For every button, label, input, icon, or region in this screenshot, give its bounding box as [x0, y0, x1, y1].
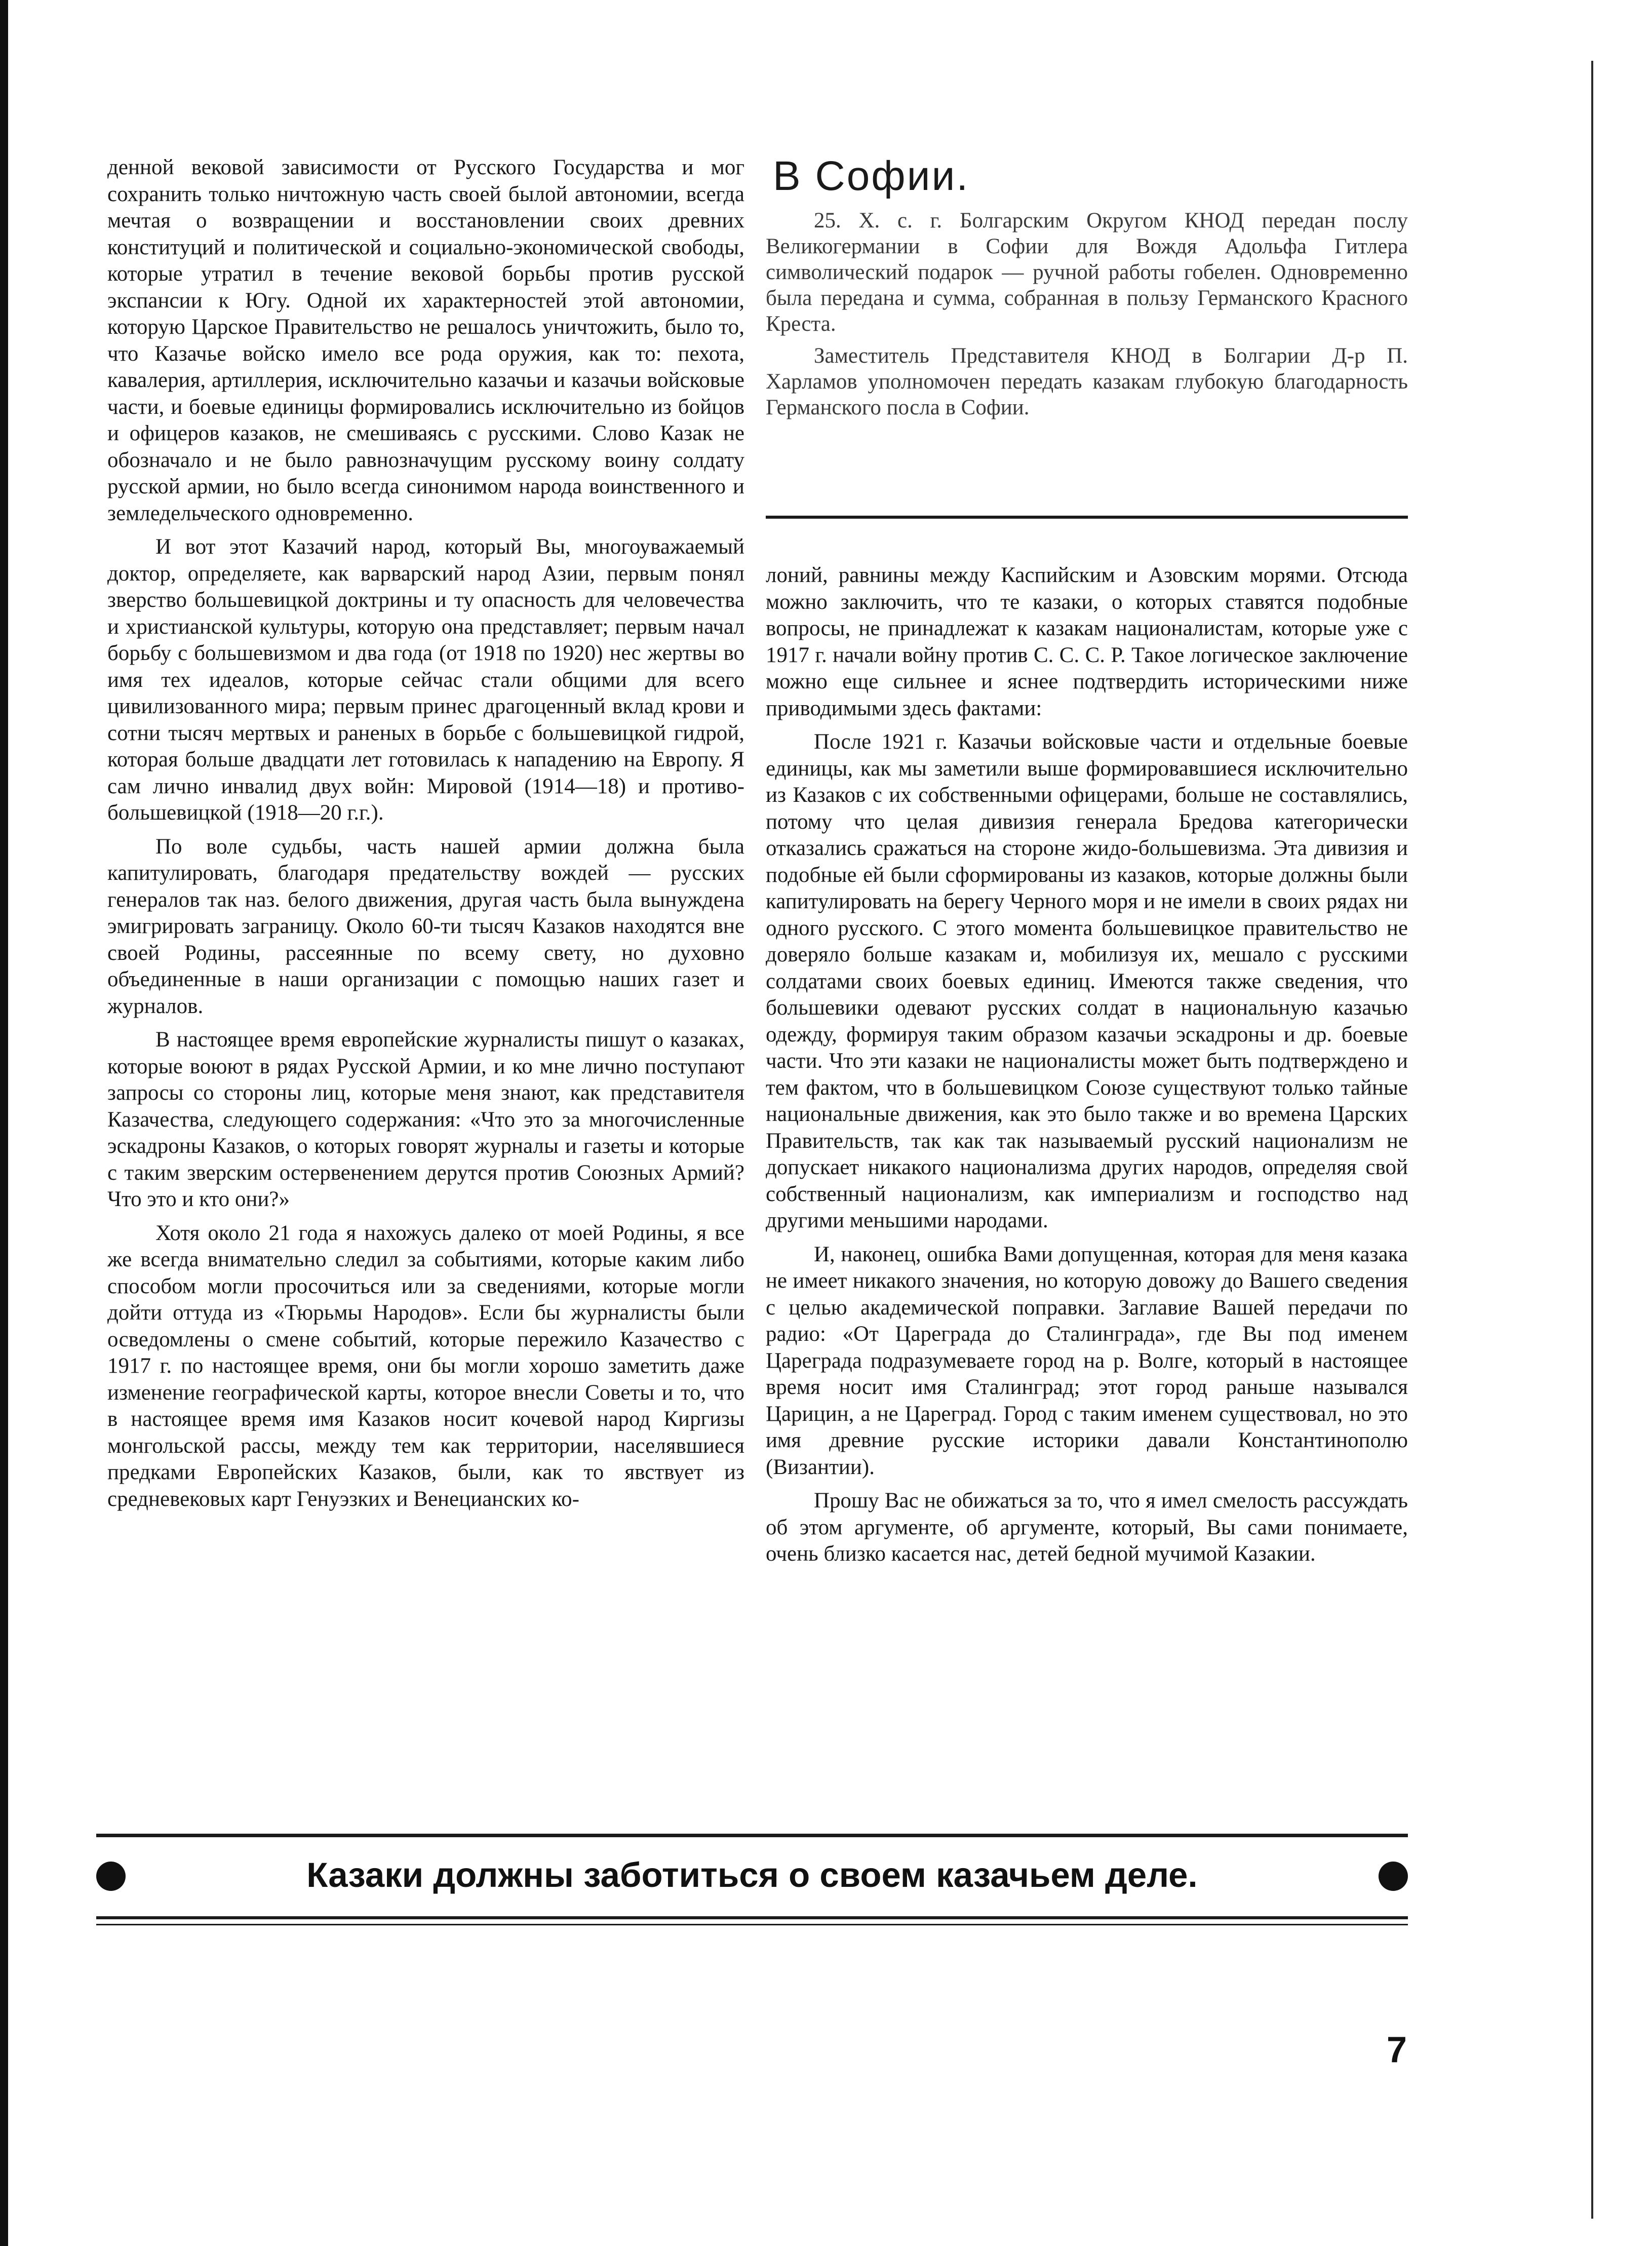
page-number: 7 — [1386, 2030, 1407, 2070]
scan-left-edge — [0, 0, 8, 2246]
left-paragraph-3: По воле судьбы, часть нашей армии должна была капитулировать, благодаря предательству вождей — русских генералов так наз. белого движения, другая часть была вынуждена эмигрировать заграницу. Около 60-ти тысяч Казаков находятся вне своей Родины, рассеянные по всему свету, но духовно объединенные в наши организации с помощью наших газет и журналов. — [107, 834, 744, 1018]
slogan-rule-bottom-thin — [96, 1924, 1408, 1925]
slogan-rule-bottom — [96, 1916, 1408, 1919]
right-paragraph-1: лоний, равнины между Каспийским и Азовским морями. Отсюда можно заключить, что те казаки, о которых ставятся подобные вопросы, не принадлежат к казакам националистам, которые уже с 1917 г. начали войну против С. С. С. Р. Такое логическое заключение можно еще сильнее и яснее подтвердить историческими ниже приводимыми здесь фактами: — [766, 563, 1408, 720]
right-paragraph-3: И, наконец, ошибка Вами допущенная, которая для меня казака не имеет никакого значения, но которую довожу до Вашего сведения с целью академической поправки. Заглавие Вашей передачи по радио: «От Цареграда до Сталинграда», где Вы под именем Цареграда подразумеваете город на р. Волге, который в настоящее время носит имя Сталинград; этот город раньше назывался Царицин, а не Цареград. Город с таким именем существовал, но это имя древние русские историки давали Константинополю (Византии). — [766, 1242, 1408, 1479]
sofia-paragraph-2: Заместитель Представителя КНОД в Болгарии Д-р П. Харламов уполномочен передать казакам глубокую благодарность Германского посла в Софии. — [766, 344, 1408, 419]
sofia-notice — [766, 152, 1408, 420]
left-paragraph-4: В настоящее время европейские журналисты пишут о казаках, которые воюют в рядах Русской Армии, и ко мне лично поступают запросы со стороны лиц, которые меня знают, как представителя Казачества, следующего содержания: «Что это за многочисленные эскадроны Казаков, о которых говорят журналы и газеты и которые с таким зверским остервенением дерутся против Союзных Армий? Что это и кто они?» — [107, 1028, 744, 1211]
right-paragraph-2: После 1921 г. Казачьи войсковые части и отдельные боевые единицы, как мы заметили выше формировавшиеся исключительно из Казаков с их собственными офицерами, больше не составлялись, потому что целая дивизия генерала Бредова категорически отказались сражаться на стороне жидо-большевизма. Эта дивизия и подобные ей были сформированы из казаков, которые должны были капитулировать на берегу Черного моря и не имели в своих рядах ни одного русского. С этого момента большевицкое правительство не доверяло больше казакам и, мобилизуя их, мешало с русскими солдатами своих боевых единиц. Имеются также сведения, что большевики одевают русских солдат в национальную казачью одежду, формируя таким образом казачьи эскадроны и др. боевые части. Что эти казаки не националисты может быть подтверждено и тем фактом, что в большевицком Союзе существуют только тайные национальные движения, как это было также и во времена Царских Правительств, так как так называемый русский национализм не допускает никакого национализма других народов, определяя свой собственный национализм, как империализм и господство над другими меньшими народами. — [766, 730, 1408, 1232]
right-column — [766, 562, 1408, 1568]
left-column — [107, 154, 744, 1513]
sofia-divider — [766, 516, 1408, 519]
left-paragraph-1: денной вековой зависимости от Русского Государства и мог сохранить только ничтожную часть своей былой автономии, всегда мечтая о возвращении и восстановлении своих древних конституций и политической и социально-экономической свободы, которые утратил в течение вековой борьбы против русской экспансии к Югу. Одной их характерностей этой автономии, которую Царское Правительство не решалось уничтожить, было то, что Казачье войско имело все рода оружия, как то: пехота, кавалерия, артиллерия, исключительно казачьи и казачьи войсковые части, и боевые единицы формировались исключительно из бойцов и офицеров казаков, не смешиваясь с русскими. Слово Казак не обозначало и не было равнозначущим русскому воину солдату русской армии, но было всегда синонимом народа воинственного и земледельческого одновременно. — [107, 156, 744, 525]
sofia-title: В Софии. — [773, 153, 970, 199]
scan-right-edge — [1591, 61, 1593, 2219]
sofia-paragraph-1: 25. X. с. г. Болгарским Округом КНОД передан послу Великогермании в Софии для Вождя Адольфа Гитлера символический подарок — ручной работы гобелен. Одновременно была передана и сумма, собранная в пользу Германского Красного Креста. — [766, 209, 1408, 336]
left-paragraph-2: И вот этот Казачий народ, который Вы, многоуважаемый доктор, определяете, как варварский народ Азии, первым понял зверство большевицкой доктрины и ту опасность для человечества и христианской культуры, которую она представляет; первым начал борьбу с большевизмом и два года (от 1918 по 1920) нес жертвы во имя тех идеалов, которые сейчас стали общими для всего цивилизованного мира; первым принес драгоценный вклад крови и сотни тысяч мертвых и раненых в борьбе с большевицкой гидрой, которая больше двадцати лет готовилась к нападению на Европу. Я сам лично инвалид двух войн: Мировой (1914—18) и противо-большевицкой (1918—20 г.г.). — [107, 535, 744, 825]
slogan-rule-top — [96, 1834, 1408, 1837]
slogan-banner — [96, 1834, 1408, 1992]
bullet-icon — [1379, 1862, 1408, 1891]
slogan-text: Казаки должны заботиться о своем казачьем деле. — [306, 1855, 1198, 1894]
left-paragraph-5: Хотя около 21 года я нахожусь далеко от моей Родины, я все же всегда внимательно следил за событиями, которые каким либо способом могли просочиться или за сведениями, которые могли дойти оттуда из «Тюрьмы Народов». Если бы журналисты были осведомлены о смене событий, которые пережило Казачество с 1917 г. по настоящее время, они бы могли хорошо заметить даже изменение географической карты, которое внесли Советы и то, что в настоящее время имя Казаков носит кочевой народ Киргизы монгольской рассы, между тем как территории, населявшиеся предками Европейских Казаков, были, как то явствует из средневековых карт Генуэзких и Венецианских ко- — [107, 1221, 744, 1511]
right-paragraph-4: Прошу Вас не обижаться за то, что я имел смелость рассуждать об этом аргументе, об аргументе, который, Вы сами понимаете, очень близко касается нас, детей бедной мучимой Казакии. — [766, 1489, 1408, 1566]
